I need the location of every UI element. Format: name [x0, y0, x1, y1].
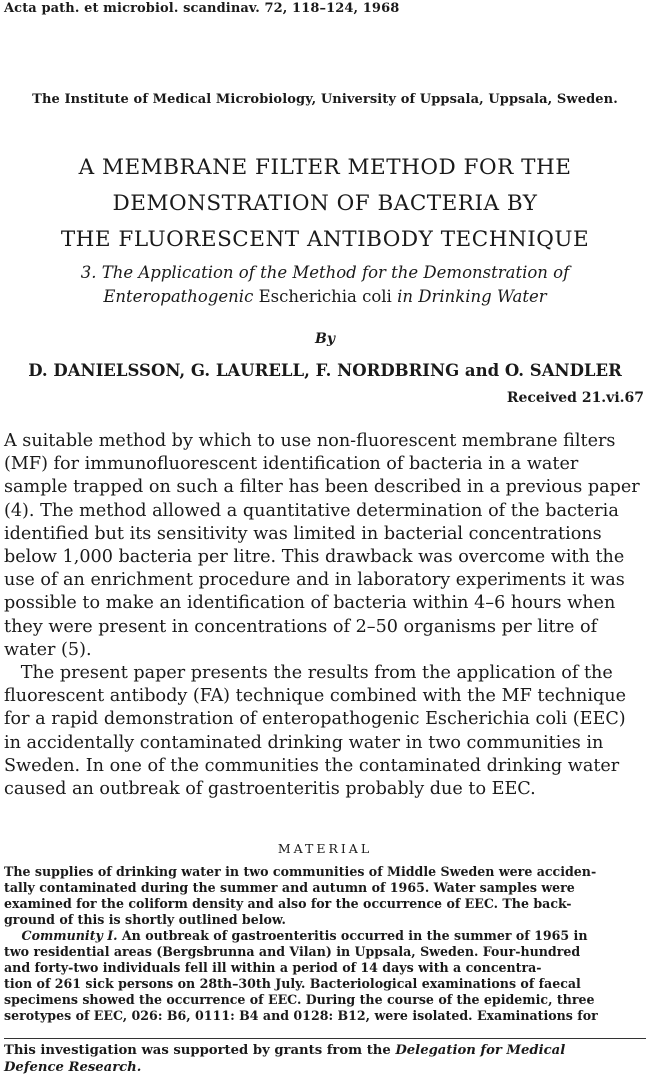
abstract — [4, 430, 646, 801]
body-line: tally contaminated during the summer and autumn of 1965. Water samples were — [4, 880, 575, 895]
received-date: Received 21.vi.67 — [506, 390, 644, 406]
title-line: A MEMBRANE FILTER METHOD FOR THE — [78, 155, 572, 180]
footnote — [4, 1042, 646, 1076]
footnote-italic-end: Defence Research. — [4, 1060, 142, 1075]
by-label: By — [315, 331, 335, 347]
journal-citation: Acta path. et microbiol. scandinav. 72, 118–124, 1968 — [4, 1, 400, 16]
abstract-line: (MF) for immunofluorescent identification of bacteria in a water — [4, 454, 579, 475]
body-line: and forty-two individuals fell ill within a period of 14 days with a concentra- — [4, 960, 542, 975]
abstract-line: Sweden. In one of the communities the contaminated drinking water — [4, 755, 620, 776]
subtitle-italic: Enteropathogenic — [103, 287, 254, 306]
body-line: The supplies of drinking water in two communities of Middle Sweden were acciden- — [4, 864, 597, 879]
institute-line: The Institute of Medical Microbiology, University of Uppsala, Uppsala, Sweden. — [32, 92, 618, 107]
footnote-text: This investigation was supported by grants from the — [4, 1043, 396, 1058]
abstract-line: possible to make an identification of bacteria within 4–6 hours when — [4, 593, 616, 614]
community-label: Community I. — [21, 928, 118, 943]
title-line: DEMONSTRATION OF BACTERIA BY — [112, 191, 538, 216]
community-first-line-rest: An outbreak of gastroenteritis occurred in the summer of 1965 in — [117, 928, 588, 943]
title-line: THE FLUORESCENT ANTIBODY TECHNIQUE — [60, 227, 590, 252]
material-section-body — [4, 864, 646, 1024]
subtitle-line-2 — [0, 285, 650, 309]
abstract-line: fluorescent antibody (FA) technique combined with the MF technique — [4, 686, 627, 707]
body-line: serotypes of EEC, 026: B6, 0111: B4 and 0128: B12, were isolated. Examinations for — [4, 1008, 598, 1023]
abstract-line: A suitable method by which to use non-fluorescent membrane filters — [4, 431, 616, 451]
paper-subtitle — [0, 261, 650, 309]
body-line: ground of this is shortly outlined below. — [4, 912, 286, 927]
abstract-line: The present paper presents the results from the application of the — [4, 663, 613, 684]
abstract-line: use of an enrichment procedure and in laboratory experiments it was — [4, 570, 625, 591]
abstract-line: caused an outbreak of gastroenteritis probably due to EEC. — [4, 779, 536, 800]
abstract-line: water (5). — [4, 639, 92, 660]
abstract-line: sample trapped on such a filter has been described in a previous paper — [4, 477, 640, 498]
subtitle-italic-end: in Drinking Water — [397, 287, 547, 306]
abstract-line: for a rapid demonstration of enteropathogenic Escherichia coli (EEC) — [4, 709, 626, 730]
authors-line: D. DANIELSSON, G. LAURELL, F. NORDBRING and O. SANDLER — [28, 361, 622, 380]
section-heading-material: MATERIAL — [277, 841, 373, 856]
abstract-line: identified but its sensitivity was limited in bacterial concentrations — [4, 523, 602, 544]
abstract-line: below 1,000 bacteria per litre. This drawback was overcome with the — [4, 547, 625, 568]
abstract-line: they were present in concentrations of 2–50 organisms per litre of — [4, 616, 598, 637]
footnote-line-2 — [4, 1059, 646, 1076]
paper-title — [0, 150, 650, 258]
abstract-line: in accidentally contaminated drinking water in two communities in — [4, 732, 604, 753]
abstract-line: (4). The method allowed a quantitative determination of the bacteria — [4, 500, 619, 521]
footnote-line-1 — [4, 1042, 646, 1059]
body-line: tion of 261 sick persons on 28th–30th July. Bacteriological examinations of faecal — [4, 976, 581, 991]
footnote-divider — [4, 1038, 646, 1039]
community-first-line — [4, 928, 646, 944]
body-line: examined for the coliform density and also for the occurrence of EEC. The back- — [4, 896, 572, 911]
subtitle-organism: Escherichia coli — [253, 287, 398, 306]
body-line: specimens showed the occurrence of EEC. During the course of the epidemic, three — [4, 992, 595, 1007]
subtitle-line-1: 3. The Application of the Method for the Demonstration of — [80, 263, 570, 282]
footnote-italic: Delegation for Medical — [395, 1043, 566, 1058]
body-line: two residential areas (Bergsbrunna and Vilan) in Uppsala, Sweden. Four-hundred — [4, 944, 581, 959]
